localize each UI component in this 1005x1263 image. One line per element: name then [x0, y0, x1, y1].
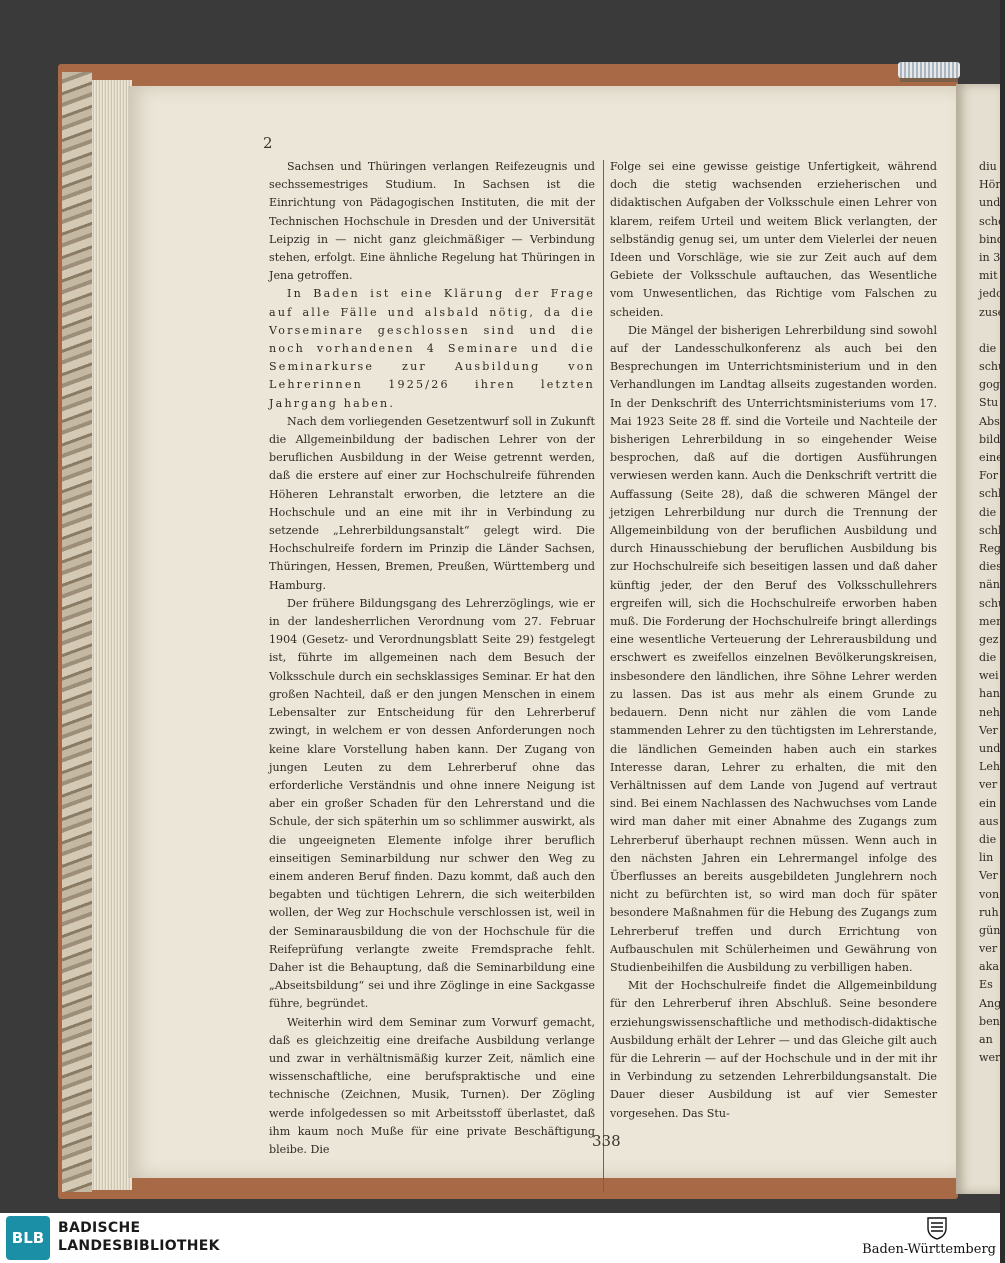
right-page-fragment: die: [979, 651, 997, 665]
right-page-fragment: dies: [979, 560, 1002, 574]
page-edges: [92, 80, 132, 1190]
state-name: Baden-Württemberg: [862, 1242, 996, 1257]
right-page-fragment: jedo: [979, 287, 1003, 301]
paragraph: Sachsen und Thüringen verlangen Reifezeugnis und sechssemestriges Studium. In Sachsen ist die Einrichtung von Pädagogischen Instituten, die mit der Technischen Hochschule in Dresden und der Universität Leipzig in — nicht ganz gleichmäßiger — Verbindung stehen, erfolgt. Eine ähnliche Regelung hat Thüringen in Jena getroffen.: [269, 160, 595, 283]
right-page-fragment: mit: [979, 269, 998, 283]
paragraph: Weiterhin wird dem Seminar zum Vorwurf gemacht, daß es gleichzeitig eine dreifache Ausbildung verlange und zwar in verhältnismäßig kurzer Zeit, nämlich eine wissenschaftliche, eine berufspraktische und eine technische (Zeichnen, Musik, Turnen). Der Zögling werde infolgedessen so mit Arbeitsstoff überlastet, daß ihm kaum noch Muße für eine private Beschäftigung bleibe. Die: [269, 1015, 595, 1156]
right-page-fragment: und: [979, 742, 1001, 755]
right-page-fragment: Es: [979, 978, 993, 992]
right-page-fragment: lin: [979, 851, 994, 865]
page-clip: [898, 62, 960, 78]
paragraph: Die Mängel der bisherigen Lehrerbildung sind sowohl auf der Landesschulkonferenz als auch bei den Besprechungen im Unterrichtsministerium und in den Verhandlungen im Landtag allseits zugestanden worden. In der Denkschrift des Unterrichtsministeriums vom 17. Mai 1923 Seite 28 ff. sind die Vorteile und Nachteile der bisherigen Lehrerbildung in so eingehender Weise besprochen, daß auf die dortigen Ausführungen verwiesen werden kann. Auch die Denkschrift vertritt die Auffassung (Seite 28), daß die schweren Mängel der jetzigen Lehrerbildung nur durch die Trennung der Allgemeinbildung von der beruflichen Ausbildung und durch Hinausschiebung der beruflichen Ausbildung bis zur Hochschulreife sich beseitigen lassen und daß daher künftig jeder, der den Beruf des Volksschullehrers ergreifen will, sich die Hochschulreife erworben haben muß. Die Forderung der Hochschulreife bringt allerdings eine wesentliche Verteuerung der Lehrerausbildung und erschwert es zweifellos einzelnen Bevölkerungskreisen, insbesondere den ländlichen, ihre Söhne Lehrer werden zu lassen. Das ist aus mehr als einem Grunde zu bedauern. Denn nicht nur zählen die vom Lande stammenden Lehrer zu den tüchtigsten im Lehrerstande, die ländlichen Gemeinden haben auch ein starkes Interesse daran, Lehrer zu erhalten, die mit den Verhältnissen auf dem Lande von Jugend auf vertraut sind. Bei einem Nachlassen des Nachwuchses vom Lande wird man daher mit einer Abnahme des Zugangs zum Lehrerberuf überhaupt rechnen müssen. Wenn auch in den nächsten Jahren ein Lehrermangel infolge des Überflusses an bereits ausgebildeten Junglehrern noch nicht zu befürchten ist, so wird man doch für später besondere Maßnahmen für die Hebung des Zugangs zum Lehrerberuf treffen und durch Errichtung von Aufbauschulen mit Schülerheimen und Gewährung von Studienbeihilfen die Ausbildung zu verbilligen haben.: [610, 323, 937, 974]
right-page-fragment: han: [979, 687, 1000, 701]
paragraph: In Baden ist eine Klärung der Frage auf alle Fälle und alsbald nötig, da die Vorseminare geschlossen sind und die noch vorhandenen 4 Seminare und die Seminarkurse zur Ausbildung von Lehrerinnen 1925/26 ihren letzten Jahrgang haben.: [269, 287, 595, 410]
right-page-fragment: Stu: [979, 396, 999, 410]
right-text-column: [610, 158, 937, 1123]
right-page-fragment: schl: [979, 487, 1002, 501]
right-page-fragment: die: [979, 832, 997, 846]
page-footer-number: 338: [592, 1132, 621, 1150]
library-name-line2: LANDESBIBLIOTHEK: [58, 1238, 220, 1254]
right-page-fragment: Ver: [979, 869, 998, 883]
right-page-fragment: ben: [979, 1014, 1000, 1028]
right-page-fragment: schu: [979, 360, 1005, 374]
right-page-fragment: sche: [979, 214, 1005, 228]
library-name-line1: BADISCHE: [58, 1220, 141, 1236]
right-page-fragment: Leh: [979, 760, 1001, 774]
right-page-fragment: men: [979, 614, 1004, 628]
left-text-column: [269, 158, 595, 1159]
right-page-fragment: gog: [979, 378, 1000, 392]
right-page-fragment: eine: [979, 451, 1003, 464]
right-page-fragment: wei: [979, 669, 999, 683]
right-page-fragment: bind: [979, 232, 1004, 246]
right-page-fragment: diu: [979, 160, 997, 173]
right-page-fragment: For: [979, 469, 999, 483]
paragraph: Nach dem vorliegenden Gesetzentwurf soll in Zukunft die Allgemeinbildung der badischen Lehrer von der beruflichen Ausbildung in der Weise getrennt werden, daß die erstere auf einer zur Hochschulreife führenden Höheren Lehranstalt erworben, die letztere an die Hochschule und an eine mit ihr in Verbindung zu setzende „Lehrerbildungsanstalt“ gelegt wird. Die Hochschulreife fordern im Prinzip die Länder Sachsen, Thüringen, Hessen, Bremen, Preußen, Württemberg und Hamburg.: [269, 414, 595, 592]
right-page-fragment: Hör: [979, 178, 1001, 192]
page-header-number: 2: [263, 134, 273, 152]
right-page-fragment: von: [979, 887, 1000, 901]
right-page-fragment: ruh: [979, 905, 999, 919]
right-page-fragment: nän: [979, 578, 1000, 592]
state-crest-icon: [926, 1216, 948, 1240]
paragraph: Mit der Hochschulreife findet die Allgemeinbildung für den Lehrerberuf ihren Abschluß. Seine besondere erziehungswissenschaftliche und methodisch-didaktische Ausbildung erhält der Lehrer — und das Gleiche gilt auch für die Lehrerin — auf der Hochschule und in der mit ihr in Verbindung zu setzenden Lehrerbildungsanstalt. Die Dauer dieser Ausbildung ist auf vier Semester vorgesehen. Das Stu-: [610, 979, 937, 1120]
right-page-fragment: ver: [979, 942, 998, 956]
right-page-fragment: neh: [979, 705, 1000, 719]
right-page-fragment: ver: [979, 778, 998, 792]
marbled-endpaper: [62, 72, 92, 1192]
right-page-fragment: die: [979, 341, 997, 355]
right-page-fragment: an: [979, 1033, 993, 1046]
right-page-text-fragments: [979, 158, 1003, 1067]
right-page-fragment: schu: [979, 596, 1005, 610]
paragraph: Der frühere Bildungsgang des Lehrerzöglings, wie er in der landesherrlichen Verordnung vom 27. Februar 1904 (Gesetz- und Verordnungsblatt Seite 29) festgelegt ist, führte im allgemeinen nach dem Besuch der Volksschule durch ein sechsklassiges Seminar. Er hat den großen Nachteil, daß er den jungen Menschen in einem Lebensalter zur Entscheidung für den Lehrerberuf zwingt, in welchem er von dessen Anforderungen noch keine klare Vorstellung haben kann. Der Zugang von jungen Leuten zu dem Lehrerberuf ohne das erforderliche Verständnis und ohne innere Neigung ist aber ein großer Schaden für den Lehrerstand und die Schule, der sich späterhin um so schlimmer auswirkt, als die ungeeigneten Elemente infolge ihrer beruflich einseitigen Seminarbildung nur schwer den Weg zu einem anderen Beruf finden. Dazu kommt, daß auch den begabten und tüchtigen Lehrern, die sich weiterbilden wollen, der Weg zur Hochschule verschlossen ist, weil in der Seminarausbildung die von der Hochschule für die Reifeprüfung verlangte zweite Fremdsprache fehlt. Daher ist die Behauptung, daß die Seminarbildung eine „Abseitsbildung“ sei und ihre Zöglinge in eine Sackgasse führe, begründet.: [269, 596, 595, 1011]
right-page-fragment: [979, 322, 1003, 340]
right-page-fragment: bild: [979, 432, 1001, 446]
right-page-fragment: gün: [979, 923, 1001, 937]
right-page-fragment: gez: [979, 632, 999, 646]
right-page-fragment: und: [979, 196, 1001, 210]
paragraph: Folge sei eine gewisse geistige Unfertigkeit, während doch die stetig wachsenden erzieherischen und didaktischen Aufgaben der Volksschule einen Lehrer von klarem, reifem Urteil und weitem Blick verlangten, der selbständig genug sei, um unter dem Vielerlei der neuen Ideen und Vorschläge, wie sie zur Zeit auch auf dem Gebiete der Volksschule auftauchen, das Wesentliche vom Unwesentlichen, das Richtige vom Falschen zu scheiden.: [610, 160, 937, 319]
blb-logo[interactable]: BLB: [6, 1216, 50, 1260]
right-page-fragment: Ang: [979, 996, 1002, 1010]
right-page-fragment: Ver: [979, 723, 998, 737]
right-page-fragment: Abs: [979, 414, 1000, 428]
right-page-fragment: schl: [979, 523, 1002, 537]
right-page-fragment: in 3: [979, 250, 1001, 264]
right-page-fragment: aka: [979, 960, 999, 974]
right-page-fragment: Reg: [979, 541, 1002, 555]
column-divider: [603, 160, 604, 1192]
right-page-fragment: aus: [979, 814, 999, 828]
right-page-fragment: die: [979, 505, 997, 519]
right-page-fragment: ein: [979, 796, 997, 810]
right-page-fragment: zuse: [979, 305, 1005, 319]
right-page-fragment: wer: [979, 1051, 1001, 1065]
